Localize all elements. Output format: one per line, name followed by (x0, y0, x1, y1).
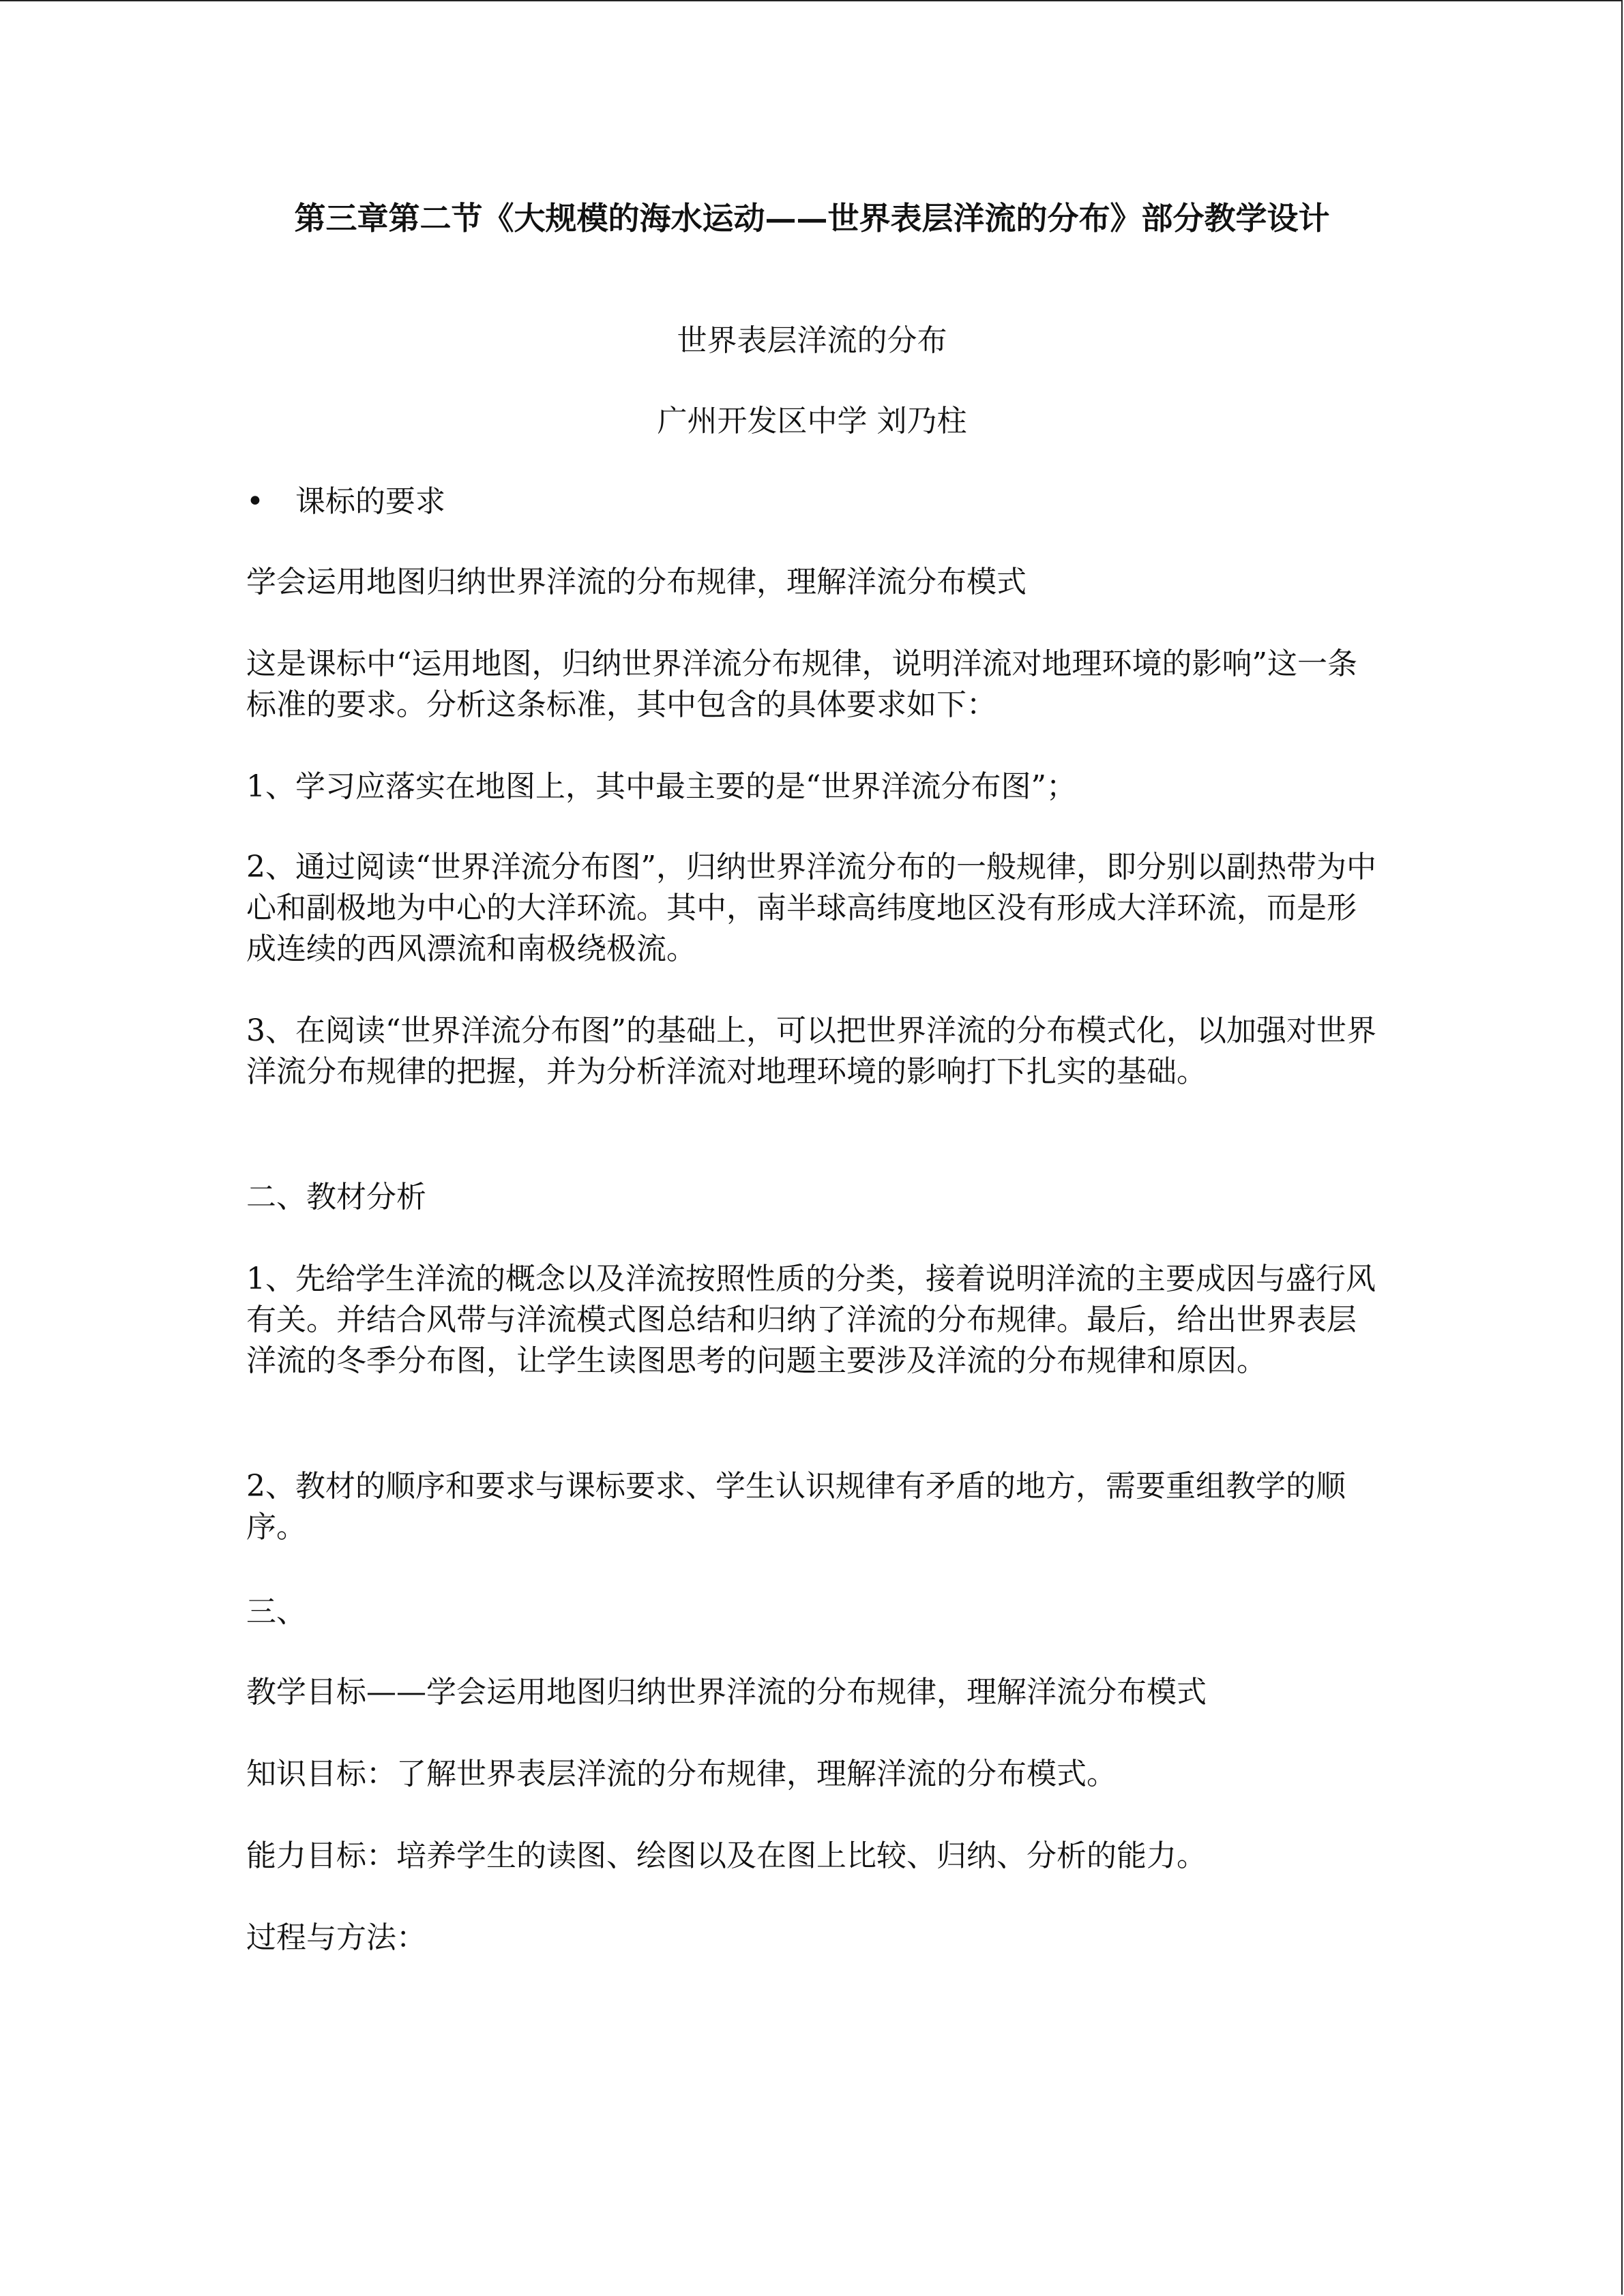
document-author: 广州开发区中学 刘乃柱 (657, 404, 967, 438)
paragraph: 过程与方法： (246, 1920, 426, 1955)
section-heading-textbook: 二、教材分析 (246, 1180, 426, 1214)
section-heading-curriculum (246, 481, 445, 522)
bullet-icon: • (246, 484, 264, 519)
section-heading-three: 三、 (246, 1594, 306, 1629)
paragraph: 学会运用地图归纳世界洋流的分布规律，理解洋流分布模式 (246, 565, 1027, 599)
paragraph: 这是课标中“运用地图，归纳世界洋流分布规律，说明洋流对地理环境的影响”这一条标准的要求。分析这条标准，其中包含的具体要求如下： (246, 646, 1357, 722)
document-title: 第三章第二节《大规模的海水运动——世界表层洋流的分布》部分教学设计 (294, 200, 1330, 237)
paragraph: 1、学习应落实在地图上，其中最主要的是“世界洋流分布图”； (246, 769, 1076, 804)
paragraph: 知识目标：了解世界表层洋流的分布规律，理解洋流的分布模式。 (246, 1757, 1117, 1791)
section-heading-label: 课标的要求 (295, 484, 445, 519)
paragraph: 3、在阅读“世界洋流分布图”的基础上，可以把世界洋流的分布模式化，以加强对世界洋流分布规律的把握，并为分析洋流对地理环境的影响打下扎实的基础。 (246, 1013, 1376, 1089)
paragraph: 2、教材的顺序和要求与课标要求、学生认识规律有矛盾的地方，需要重组教学的顺序。 (246, 1469, 1346, 1545)
document-subtitle: 世界表层洋流的分布 (677, 323, 947, 358)
paragraph: 2、通过阅读“世界洋流分布图”，归纳世界洋流分布的一般规律，即分别以副热带为中心和副极地为中心的大洋环流。其中，南半球高纬度地区没有形成大洋环流，而是形成连续的西风漂流和南极绕极流。 (246, 850, 1376, 966)
paragraph: 教学目标——学会运用地图归纳世界洋流的分布规律，理解洋流分布模式 (246, 1675, 1207, 1710)
paragraph: 1、先给学生洋流的概念以及洋流按照性质的分类，接着说明洋流的主要成因与盛行风有关。并结合风带与洋流模式图总结和归纳了洋流的分布规律。最后，给出世界表层洋流的冬季分布图，让学生读图思考的问题主要涉及洋流的分布规律和原因。 (246, 1262, 1376, 1378)
paragraph: 能力目标：培养学生的读图、绘图以及在图上比较、归纳、分析的能力。 (246, 1838, 1207, 1873)
